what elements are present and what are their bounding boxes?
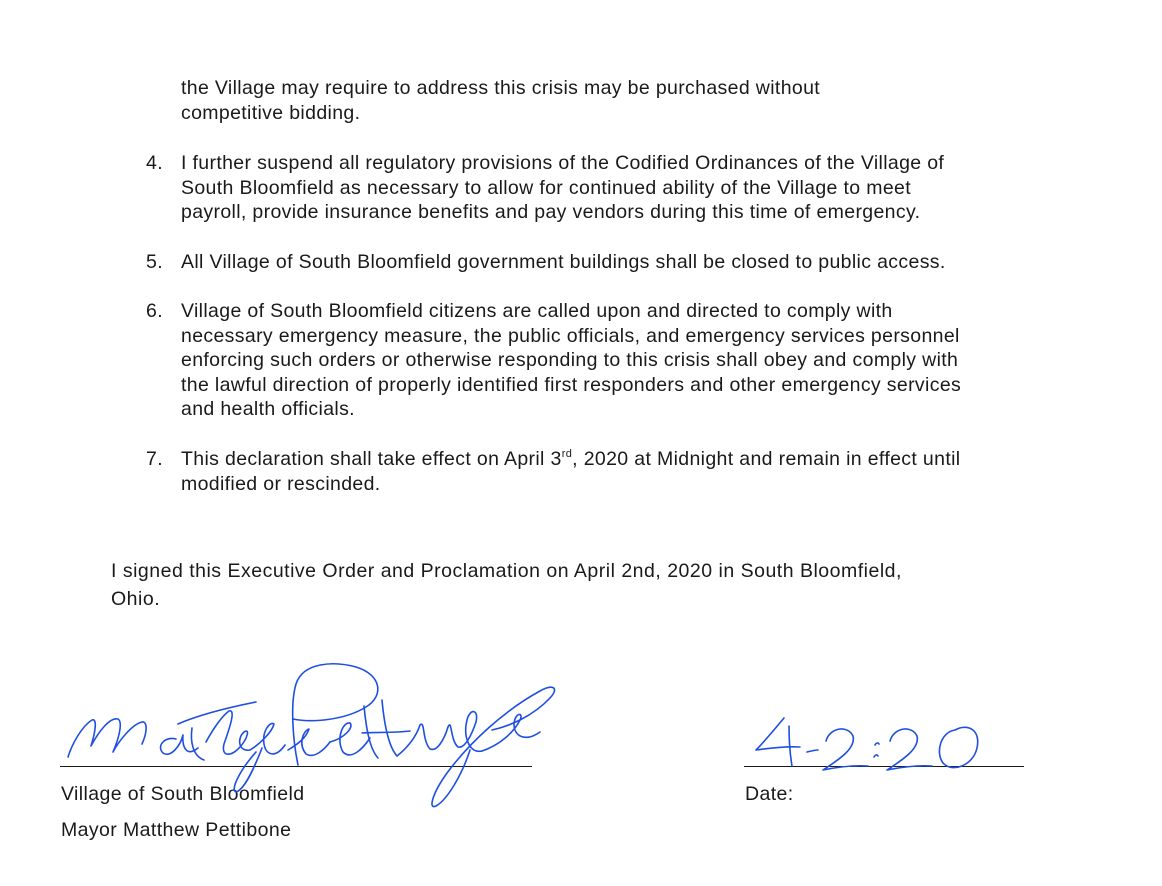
- date-label: Date:: [745, 783, 794, 805]
- ordinal-suffix: rd: [561, 448, 573, 460]
- text-line: Village of South Bloomfield citizens are called upon and directed to comply with: [181, 300, 893, 322]
- text-line: Ohio.: [111, 588, 161, 610]
- text-line: and health officials.: [181, 398, 355, 421]
- list-item-number: 6.: [146, 300, 163, 322]
- text-line: the lawful direction of properly identified first responders and other emergency services: [181, 373, 962, 396]
- text-line: I signed this Executive Order and Proclamation on April 2nd, 2020 in South Bloomfield,: [111, 560, 902, 582]
- text-line: modified or rescinded.: [181, 472, 381, 495]
- signature-entity: Village of South Bloomfield: [61, 783, 305, 805]
- text-fragment: , 2020 at Midnight and remain in effect until: [572, 448, 961, 470]
- list-item-number: 5.: [146, 251, 163, 273]
- text-line: the Village may require to address this crisis may be purchased without: [181, 77, 821, 99]
- text-fragment: This declaration shall take effect on April 3: [181, 448, 562, 470]
- signer-name: Mayor Matthew Pettibone: [61, 819, 292, 841]
- text-line: necessary emergency measure, the public officials, and emergency services personnel: [181, 324, 960, 347]
- text-line: enforcing such orders or otherwise responding to this crisis shall obey and comply with: [181, 349, 959, 372]
- text-line: All Village of South Bloomfield government buildings shall be closed to public access.: [181, 251, 946, 273]
- text-line: competitive bidding.: [181, 102, 361, 124]
- text-line: I further suspend all regulatory provisions of the Codified Ordinances of the Village of: [181, 152, 945, 174]
- text-line: payroll, provide insurance benefits and pay vendors during this time of emergency.: [181, 201, 921, 224]
- text-line: South Bloomfield as necessary to allow for continued ability of the Village to meet: [181, 176, 912, 199]
- list-item-number: 7.: [146, 448, 163, 470]
- list-item-number: 4.: [146, 152, 163, 174]
